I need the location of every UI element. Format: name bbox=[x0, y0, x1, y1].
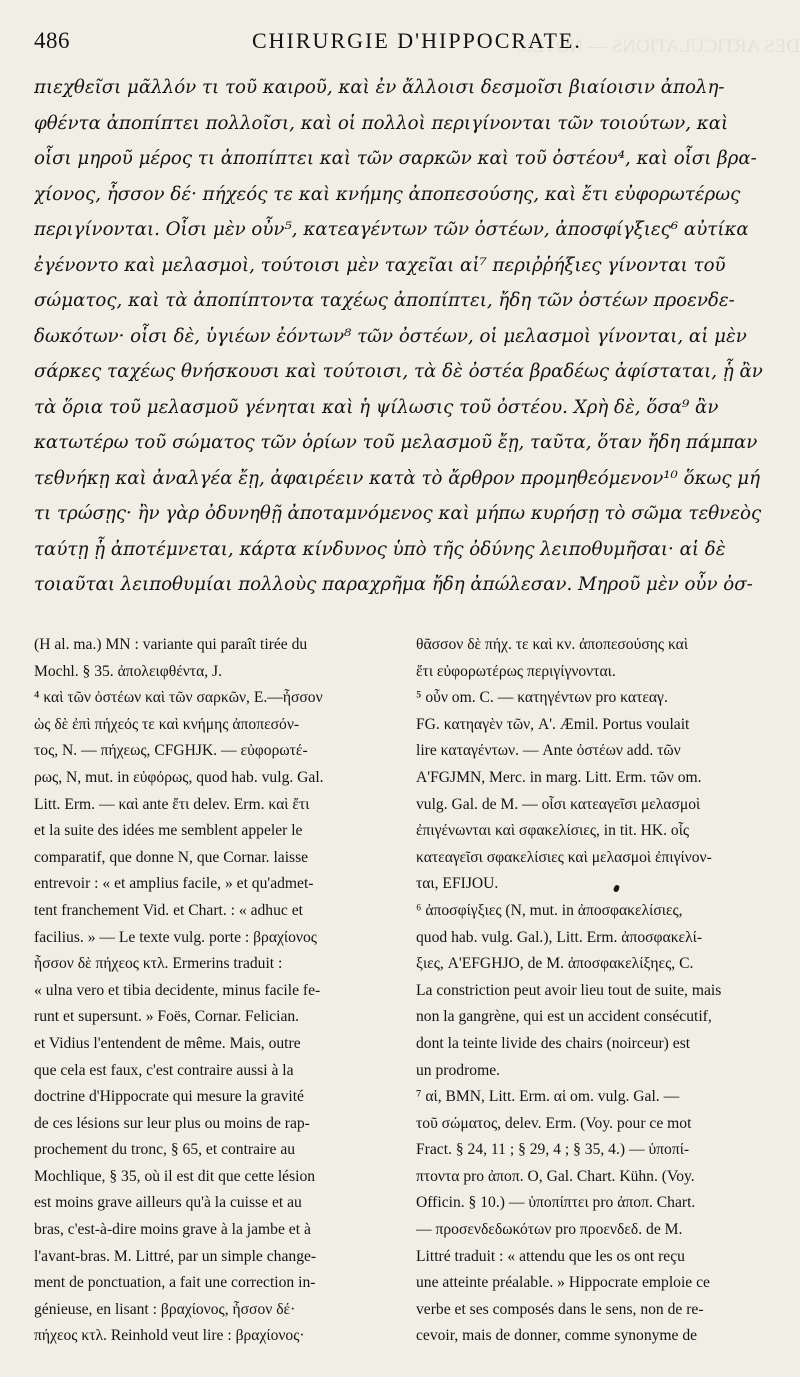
text-line: πιεχθεῖσι μᾶλλόν τι τοῦ καιροῦ, καὶ ἐν ἄλλοισι δεσμοῖσι βιαίοισιν ἀπολη- bbox=[34, 77, 725, 98]
text-line: οἷσι μηροῦ μέρος τι ἀποπίπτει καὶ τῶν σαρκῶν καὶ τοῦ ὀστέου⁴, καὶ οἷσι βρα- bbox=[34, 148, 757, 169]
footnote-line: ὡς δὲ ἐπὶ πήχεός τε καὶ κνήμης ἀποπεσόν- bbox=[34, 715, 300, 733]
page-header bbox=[34, 28, 774, 60]
footnote-line: l'avant-bras. M. Littré, par un simple change- bbox=[34, 1247, 317, 1265]
footnote-line: est moins grave ailleurs qu'à la cuisse et au bbox=[34, 1194, 302, 1212]
text-line: φθέντα ἀποπίπτει πολλοῖσι, καὶ οἱ πολλοὶ περιγίνονται τῶν τοιούτων, καὶ bbox=[34, 112, 729, 134]
footnote-line: FG. κατηαγὲν τῶν, A'. Æmil. Portus voulait bbox=[416, 715, 690, 733]
footnote-line: Fract. § 24, 11 ; § 29, 4 ; § 35, 4.) — ὑποπί- bbox=[416, 1141, 690, 1159]
text-line: κατωτέρω τοῦ σώματος τῶν ὁρίων τοῦ μελασμοῦ ἔῃ, ταῦτα, ὅταν ἤδη πάμπαν bbox=[34, 432, 758, 453]
footnote-line: Littré traduit : « attendu que les os ont reçu bbox=[416, 1247, 685, 1265]
text-line: περιγίνονται. Οἷσι μὲν οὖν⁵, κατεαγέντων τῶν ὀστέων, ἀποσφίγξιες⁶ αὐτίκα bbox=[34, 219, 749, 240]
footnote-line: comparatif, que donne N, que Cornar. laisse bbox=[34, 848, 309, 866]
greek-main-text bbox=[34, 70, 774, 603]
show-through-text: DES ARTICULATIONS — NOTES. bbox=[517, 36, 800, 57]
text-line: σάρκες ταχέως θνήσκουσι καὶ τούτοισι, τὰ δὲ ὀστέα βραδέως ἀφίσταται, ᾗ ἂν bbox=[34, 361, 763, 382]
footnote-line: πτοντα pro ἀποπ. O, Gal. Chart. Kühn. (Voy. bbox=[416, 1167, 695, 1185]
footnote-line: que cela est faux, c'est contraire aussi à la bbox=[34, 1061, 294, 1079]
footnote-line: Mochl. § 35. ἀπολειφθέντα, J. bbox=[34, 662, 223, 680]
footnote-line: ρως, N, mut. in εὐφόρως, quod hab. vulg. Gal. bbox=[34, 768, 324, 786]
footnote-line: un prodrome. bbox=[416, 1061, 501, 1079]
footnote-line: et la suite des idées me semblent appeler le bbox=[34, 822, 303, 840]
footnote-line: une atteinte préalable. » Hippocrate emploie ce bbox=[416, 1274, 710, 1292]
footnote-line: dont la teinte livide des chairs (noirceur) est bbox=[416, 1034, 691, 1052]
footnote-line: entrevoir : « et amplius facile, » et qu'admet- bbox=[34, 875, 314, 893]
footnote-line: vulg. Gal. de M. — οἷσι κατεαγεῖσι μελασμοὶ bbox=[416, 795, 701, 813]
footnote-line: ⁴ καὶ τῶν ὀστέων καὶ τῶν σαρκῶν, E.—ἧσσον bbox=[34, 689, 323, 707]
footnote-line: ξιες, A'EFGHJO, de M. ἀποσφακελίξηες, C. bbox=[416, 955, 694, 973]
footnote-line: doctrine d'Hippocrate qui mesure la gravité bbox=[34, 1088, 304, 1106]
footnote-line: ment de ponctuation, a fait une correction in- bbox=[34, 1274, 316, 1292]
text-line: τεθνήκῃ καὶ ἀναλγέα ἔῃ, ἀφαιρέειν κατὰ τὸ ἄρθρον προμηθεόμενον¹⁰ ὅκως μή bbox=[34, 467, 761, 489]
footnote-line: cevoir, mais de donner, comme synonyme de bbox=[416, 1327, 698, 1345]
footnote-line: ἧσσον δὲ πήχεος κτλ. Ermerins traduit : bbox=[34, 955, 283, 973]
footnotes-left-column bbox=[34, 632, 392, 1350]
page-number: 486 bbox=[34, 28, 70, 53]
footnote-line: (H al. ma.) MN : variante qui paraît tirée du bbox=[34, 636, 308, 653]
footnote-line: La constriction peut avoir lieu tout de suite, mais bbox=[416, 981, 722, 999]
footnote-line: ⁶ ἀποσφίγξιες (N, mut. in ἀποσφακελίσιες, bbox=[416, 901, 683, 919]
footnote-line: A'FGJMN, Merc. in marg. Litt. Erm. τῶν om. bbox=[416, 768, 702, 786]
footnotes-right-column bbox=[416, 632, 768, 1350]
footnote-line: génieuse, en lisant : βραχίονος, ἧσσον δέ· bbox=[34, 1300, 296, 1318]
text-line: ἐγένοντο καὶ μελασμοὶ, τούτοισι μὲν ταχεῖαι αἱ⁷ περιῤῥήξιες γίνονται τοῦ bbox=[34, 254, 726, 276]
footnote-line: τοῦ σώματος, delev. Erm. (Voy. pour ce mot bbox=[416, 1114, 692, 1132]
footnote-line: bras, c'est-à-dire moins grave à la jambe et à bbox=[34, 1221, 311, 1239]
text-line: τὰ ὅρια τοῦ μελασμοῦ γένηται καὶ ἡ ψίλωσις τοῦ ὀστέου. Χρὴ δὲ, ὅσα⁹ ἂν bbox=[34, 396, 719, 418]
footnote-line: τος, N. — πήχεως, CFGHJK. — εὐφορωτέ- bbox=[34, 742, 308, 760]
running-head: CHIRURGIE D'HIPPOCRATE. bbox=[252, 28, 582, 53]
footnote-line: tent franchement Vid. et Chart. : « adhuc et bbox=[34, 901, 303, 919]
footnote-line: facilius. » — Le texte vulg. porte : βραχίονος bbox=[34, 928, 317, 946]
footnote-line: lire καταγέντων. — Ante ὀστέων add. τῶν bbox=[416, 742, 681, 760]
text-line: τι τρώσῃς· ἢν γὰρ ὀδυνηθῇ ἀποταμνόμενος καὶ μήπω κυρήσῃ τὸ σῶμα τεθνεὸς bbox=[34, 503, 762, 524]
footnote-line: Mochlique, § 35, où il est dit que cette lésion bbox=[34, 1167, 316, 1185]
footnote-line: ται, EFIJOU. bbox=[416, 875, 499, 893]
footnote-line: ἐπιγένωνται καὶ σφακελίσιες, in tit. HK. οἷς bbox=[416, 822, 690, 840]
footnote-line: prochement du tronc, § 65, et contraire au bbox=[34, 1141, 296, 1159]
footnote-line: ⁷ αἱ, BMN, Litt. Erm. αἱ om. vulg. Gal. — bbox=[416, 1088, 680, 1106]
footnote-line: runt et supersunt. » Foës, Cornar. Felician. bbox=[34, 1008, 300, 1026]
footnote-line: θᾶσσον δὲ πήχ. τε καὶ κν. ἀποπεσούσης καὶ bbox=[416, 636, 689, 653]
footnote-line: Litt. Erm. — καὶ ante ἔτι delev. Erm. καὶ ἔτι bbox=[34, 795, 310, 813]
text-line: τοιαῦται λειποθυμίαι πολλοὺς παραχρῆμα ἤδη ἀπώλεσαν. Μηροῦ μὲν οὖν ὀσ- bbox=[34, 574, 753, 595]
footnote-line: πήχεος κτλ. Reinhold veut lire : βραχίονος· bbox=[34, 1327, 305, 1345]
text-line: χίονος, ἧσσον δέ· πήχεός τε καὶ κνήμης ἀποπεσούσης, καὶ ἔτι εὐφορωτέρως bbox=[34, 183, 741, 205]
footnote-line: verbe et ses composés dans le sens, non de re- bbox=[416, 1300, 704, 1318]
footnote-line: quod hab. vulg. Gal.), Litt. Erm. ἀποσφακελί- bbox=[416, 928, 703, 946]
text-line: δωκότων· οἷσι δὲ, ὑγιέων ἐόντων⁸ τῶν ὀστέων, οἱ μελασμοὶ γίνονται, αἱ μὲν bbox=[34, 325, 747, 347]
footnote-line: « ulna vero et tibia decidente, minus facile fe- bbox=[34, 981, 321, 999]
footnote-line: non la gangrène, qui est un accident consécutif, bbox=[416, 1008, 712, 1026]
footnote-line: κατεαγεῖσι σφακελίσιες καὶ μελασμοὶ ἐπιγίνον- bbox=[416, 848, 712, 866]
text-line: σώματος, καὶ τὰ ἀποπίπτοντα ταχέως ἀποπίπτει, ἤδη τῶν ὀστέων προενδε- bbox=[34, 290, 735, 311]
footnote-line: — προσενδεδωκότων pro προενδεδ. de M. bbox=[416, 1221, 683, 1239]
footnote-line: de ces lésions sur leur plus ou moins de rap- bbox=[34, 1114, 310, 1132]
footnote-line: ἔτι εὐφορωτέρως περιγίγνονται. bbox=[416, 662, 616, 680]
footnote-line: et Vidius l'entendent de même. Mais, outre bbox=[34, 1034, 301, 1052]
footnote-line: Officin. § 10.) — ὑποπίπτει pro ἀποπ. Chart. bbox=[416, 1194, 696, 1212]
footnote-line: ⁵ οὖν om. C. — κατηγέντων pro κατεαγ. bbox=[416, 689, 668, 707]
text-line: ταύτῃ ᾗ ἀποτέμνεται, κάρτα κίνδυνος ὑπὸ τῆς ὀδύνης λειποθυμῆσαι· αἱ δὲ bbox=[34, 538, 726, 560]
